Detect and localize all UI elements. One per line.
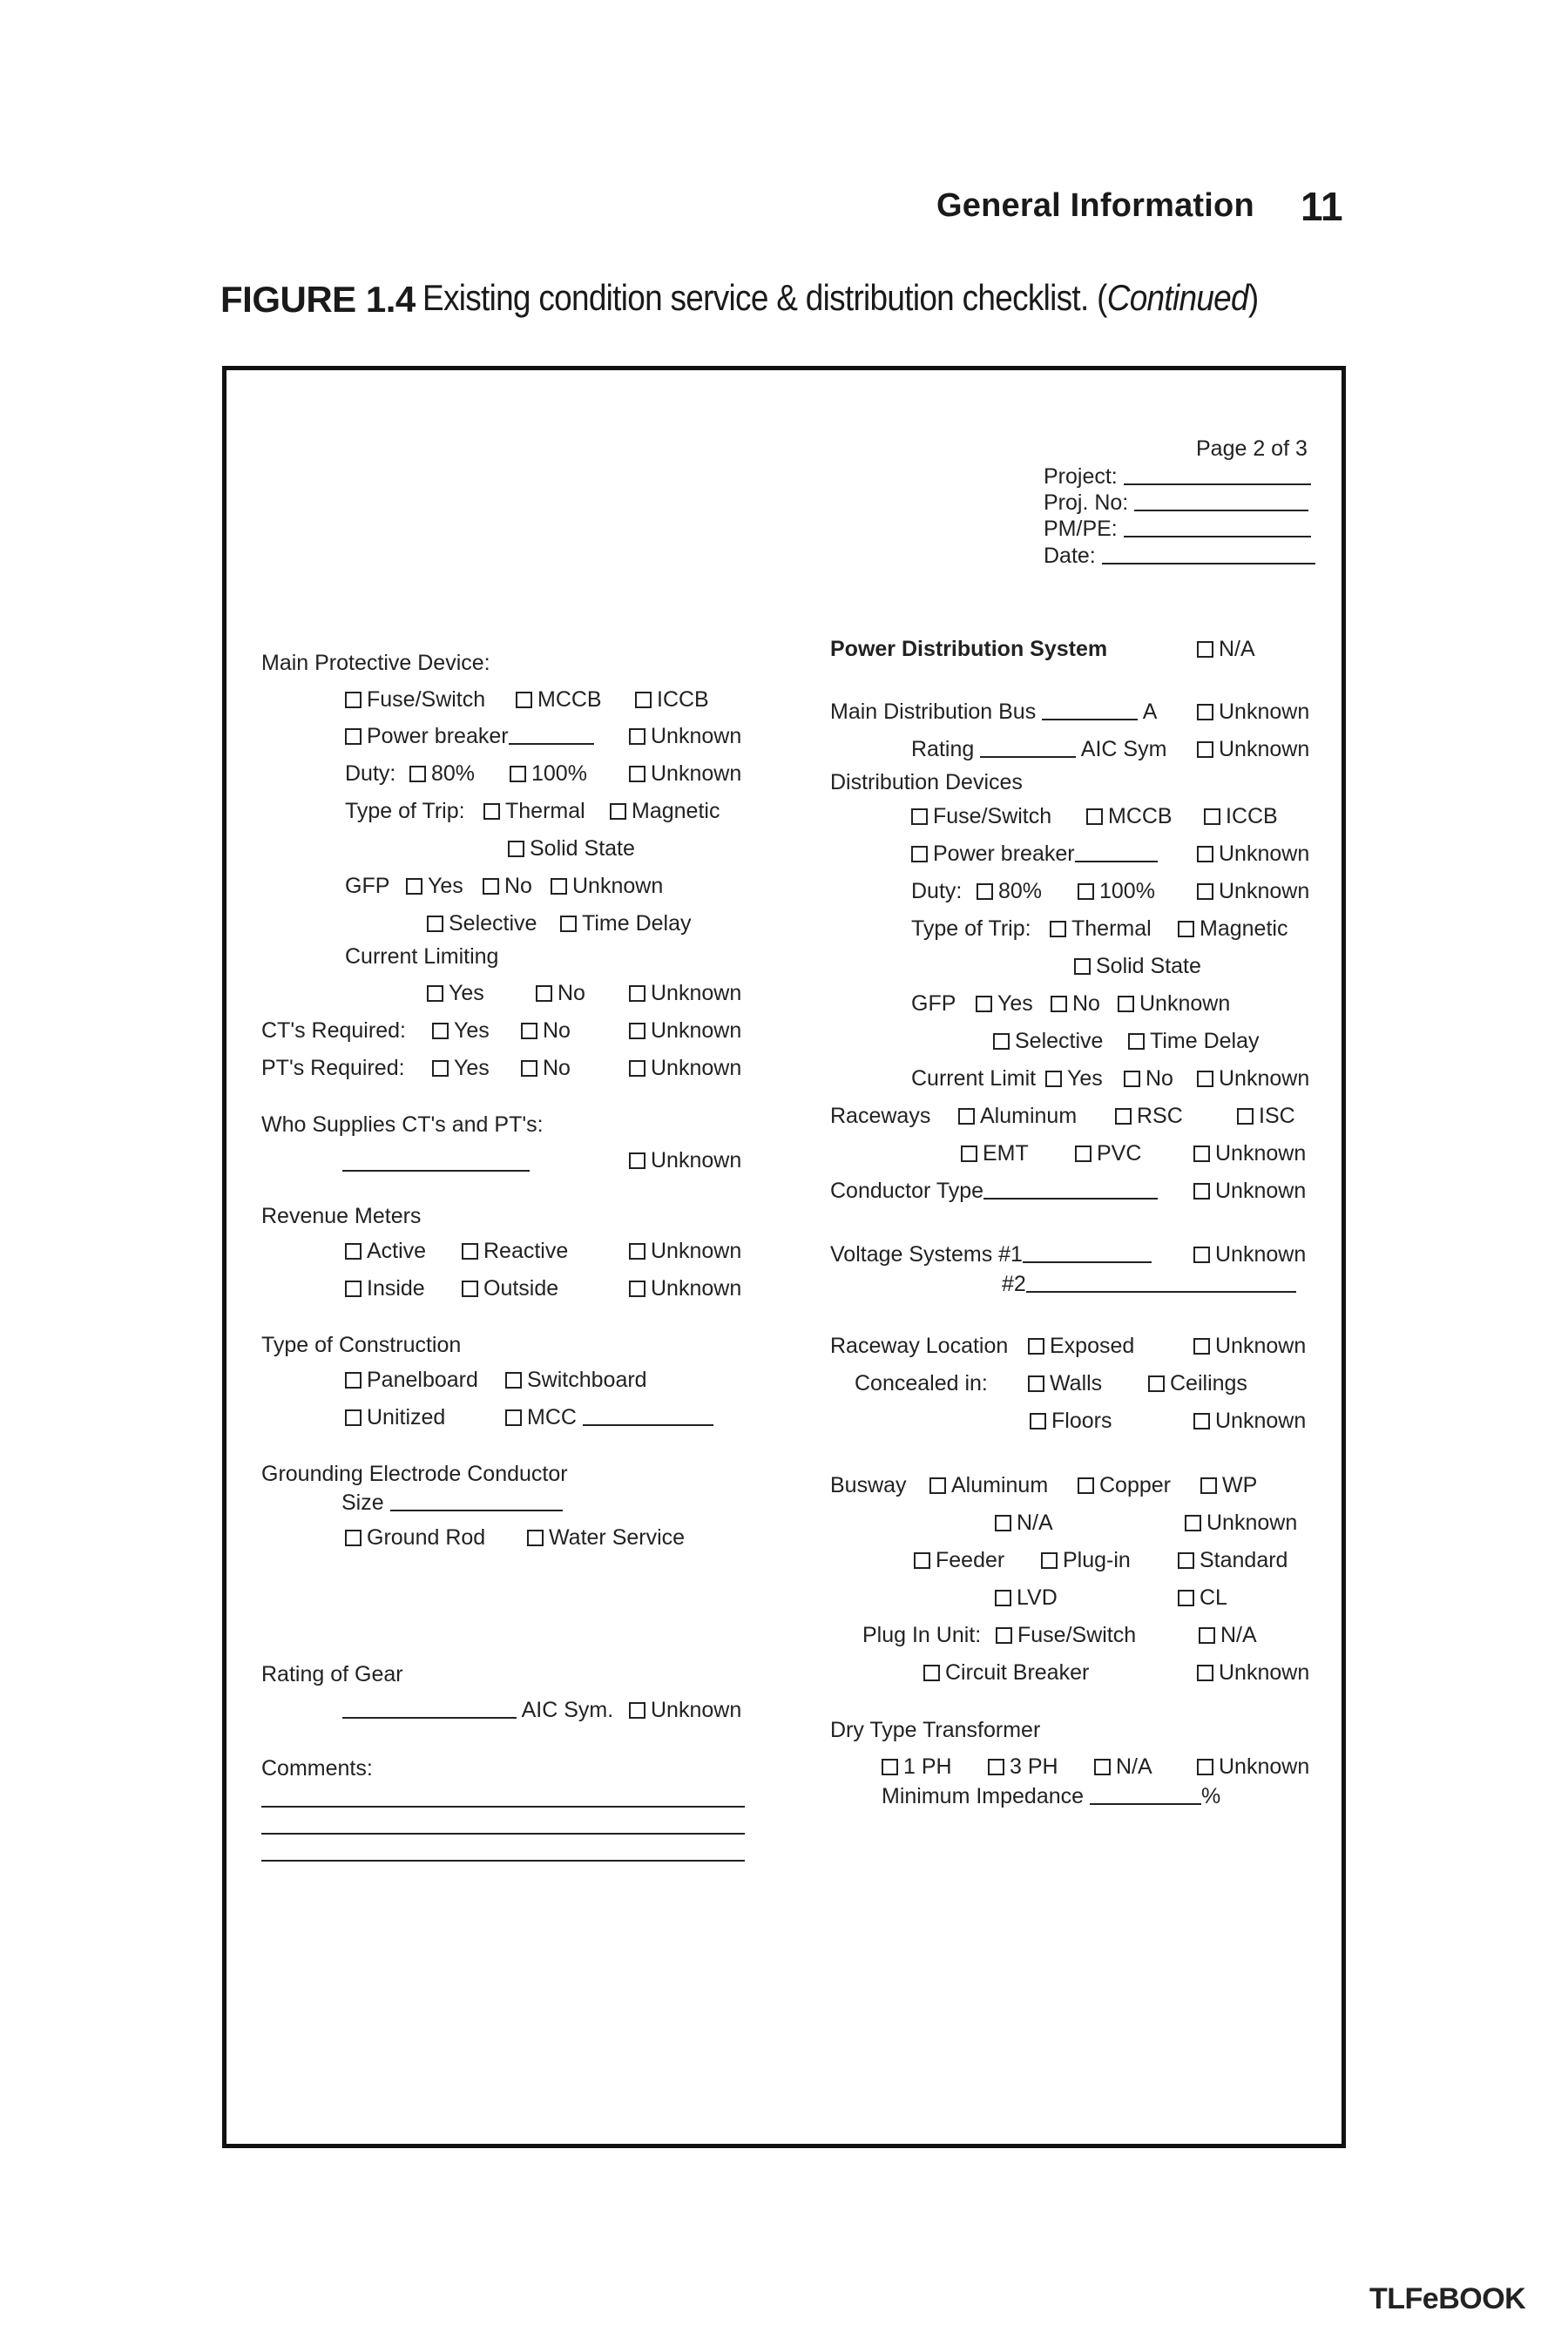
busway-feeder-option[interactable]: Feeder: [914, 1547, 1004, 1573]
busway-lvd-option[interactable]: LVD: [995, 1585, 1058, 1611]
dd-gfp-yes-option[interactable]: Yes: [976, 990, 1033, 1017]
current-limiting-unknown-option[interactable]: Unknown: [629, 980, 741, 1006]
project-field[interactable]: Project:: [1044, 463, 1311, 490]
raceways-pvc-option[interactable]: PVC: [1075, 1140, 1141, 1166]
mpd-duty-100-option[interactable]: 100%: [510, 760, 587, 787]
rm-outside-option[interactable]: Outside: [462, 1275, 558, 1301]
raceways-unknown-option[interactable]: Unknown: [1193, 1140, 1306, 1166]
dd-gfp-no-option[interactable]: No: [1051, 990, 1100, 1017]
dd-fuse-switch-option[interactable]: Fuse/Switch: [911, 803, 1051, 829]
mpd-duty-80-option[interactable]: 80%: [409, 760, 475, 787]
dry-type-transformer-label: Dry Type Transformer: [830, 1718, 1041, 1742]
piu-unknown-option[interactable]: Unknown: [1197, 1659, 1309, 1686]
toc-panelboard-option[interactable]: Panelboard: [345, 1367, 478, 1393]
current-limit-unknown-option[interactable]: Unknown: [1197, 1065, 1309, 1092]
current-limiting-yes-option[interactable]: Yes: [427, 980, 484, 1006]
toc-mcc-option[interactable]: MCC: [505, 1404, 713, 1430]
busway-unknown-option[interactable]: Unknown: [1185, 1510, 1297, 1536]
rating-field[interactable]: Rating AIC Sym: [911, 737, 1167, 761]
dd-selective-option[interactable]: Selective: [993, 1028, 1103, 1054]
running-title: General Information: [936, 187, 1254, 224]
pts-yes-option[interactable]: Yes: [432, 1055, 490, 1081]
revenue-meters-label: Revenue Meters: [261, 1204, 422, 1228]
page-indicator: Page 2 of 3: [1196, 436, 1308, 461]
dtt-unknown-option[interactable]: Unknown: [1197, 1754, 1309, 1780]
rl-exposed-option[interactable]: Exposed: [1028, 1333, 1134, 1359]
busway-wp-option[interactable]: WP: [1200, 1472, 1257, 1498]
dtt-na-option[interactable]: N/A: [1094, 1754, 1152, 1780]
rl-floors-option[interactable]: Floors: [1030, 1408, 1112, 1434]
main-distribution-bus-field[interactable]: Main Distribution Bus A: [830, 700, 1158, 724]
mpd-iccb-option[interactable]: ICCB: [635, 686, 709, 713]
mpd-unknown-option[interactable]: Unknown: [629, 723, 741, 749]
rm-active-option[interactable]: Active: [345, 1238, 426, 1264]
dd-gfp-label: GFP: [911, 991, 956, 1016]
dd-time-delay-option[interactable]: Time Delay: [1128, 1028, 1260, 1054]
raceways-aluminum-option[interactable]: Aluminum: [958, 1103, 1077, 1129]
proj-no-field[interactable]: Proj. No:: [1044, 490, 1308, 516]
who-supplies-unknown-option[interactable]: Unknown: [629, 1147, 741, 1173]
busway-na-option[interactable]: N/A: [995, 1510, 1053, 1536]
pds-na-option[interactable]: N/A: [1197, 636, 1255, 662]
piu-circuit-breaker-option[interactable]: Circuit Breaker: [923, 1659, 1089, 1686]
pts-required-label: PT's Required:: [261, 1056, 405, 1080]
piu-fuse-switch-option[interactable]: Fuse/Switch: [996, 1622, 1136, 1648]
concealed-in-label: Concealed in:: [855, 1371, 988, 1396]
cts-required-label: CT's Required:: [261, 1018, 406, 1043]
rating-of-gear-field[interactable]: AIC Sym.: [342, 1697, 613, 1723]
busway-cl-option[interactable]: CL: [1178, 1585, 1227, 1611]
dd-solid-state-option[interactable]: Solid State: [1074, 953, 1201, 979]
mpd-power-breaker-option[interactable]: Power breaker: [345, 723, 594, 749]
mpd-gfp-unknown-option[interactable]: Unknown: [551, 873, 663, 899]
who-supplies-blank[interactable]: [342, 1170, 530, 1172]
busway-label: Busway: [830, 1473, 907, 1497]
voltage-systems-1-field[interactable]: Voltage Systems #1: [830, 1241, 1152, 1267]
pts-no-option[interactable]: No: [521, 1055, 571, 1081]
dd-mccb-option[interactable]: MCCB: [1086, 803, 1173, 829]
figure-label: FIGURE 1.4: [220, 279, 416, 320]
dd-duty-label: Duty:: [911, 879, 963, 903]
dd-power-breaker-option[interactable]: Power breaker: [911, 841, 1158, 867]
rl-unknown-option-2[interactable]: Unknown: [1193, 1408, 1306, 1434]
raceway-location-label: Raceway Location: [830, 1334, 1009, 1358]
comments-line-2[interactable]: [261, 1833, 745, 1835]
dd-unknown-option[interactable]: Unknown: [1197, 841, 1309, 867]
mpd-mccb-option[interactable]: MCCB: [516, 686, 602, 713]
dd-magnetic-option[interactable]: Magnetic: [1178, 916, 1288, 942]
mpd-selective-option[interactable]: Selective: [427, 910, 537, 936]
mpd-duty-label: Duty:: [345, 761, 396, 786]
current-limit-label: Current Limit: [911, 1066, 1037, 1091]
mpd-gfp-no-option[interactable]: No: [483, 873, 532, 899]
mpd-trip-label: Type of Trip:: [345, 799, 465, 823]
rl-ceilings-option[interactable]: Ceilings: [1148, 1370, 1247, 1396]
rating-of-gear-label: Rating of Gear: [261, 1662, 403, 1686]
figure-caption: Existing condition service & distribution checklist. (Continued): [422, 277, 1259, 318]
pts-unknown-option[interactable]: Unknown: [629, 1055, 741, 1081]
tlfebook-watermark: TLFeBOOK: [1369, 2282, 1526, 2315]
toc-switchboard-option[interactable]: Switchboard: [505, 1367, 647, 1393]
mpd-duty-unknown-option[interactable]: Unknown: [629, 760, 741, 787]
mpd-thermal-option[interactable]: Thermal: [483, 798, 585, 824]
raceways-label: Raceways: [830, 1104, 931, 1128]
grounding-size-field[interactable]: Size: [341, 1490, 563, 1516]
who-supplies-label: Who Supplies CT's and PT's:: [261, 1112, 544, 1137]
dd-thermal-option[interactable]: Thermal: [1050, 916, 1152, 942]
mpd-solid-state-option[interactable]: Solid State: [508, 835, 635, 862]
dd-duty-80-option[interactable]: 80%: [977, 878, 1042, 904]
rating-unknown-option[interactable]: Unknown: [1197, 736, 1309, 762]
rm-unknown-option-1[interactable]: Unknown: [629, 1238, 741, 1264]
dd-duty-100-option[interactable]: 100%: [1078, 878, 1155, 904]
grounding-label: Grounding Electrode Conductor: [261, 1462, 568, 1486]
cts-yes-option[interactable]: Yes: [432, 1017, 490, 1044]
cts-unknown-option[interactable]: Unknown: [629, 1017, 741, 1044]
comments-line-1[interactable]: [261, 1806, 745, 1808]
type-of-construction-label: Type of Construction: [261, 1333, 462, 1357]
ground-rod-option[interactable]: Ground Rod: [345, 1524, 485, 1551]
date-field[interactable]: Date:: [1044, 543, 1315, 569]
voltage-systems-unknown-option[interactable]: Unknown: [1193, 1241, 1306, 1267]
mpd-time-delay-option[interactable]: Time Delay: [560, 910, 692, 936]
current-limit-no-option[interactable]: No: [1124, 1065, 1173, 1092]
piu-na-option[interactable]: N/A: [1199, 1622, 1257, 1648]
mpd-fuse-switch-option[interactable]: Fuse/Switch: [345, 686, 485, 713]
busway-plug-in-option[interactable]: Plug-in: [1041, 1547, 1131, 1573]
current-limiting-no-option[interactable]: No: [536, 980, 585, 1006]
rm-inside-option[interactable]: Inside: [345, 1275, 425, 1301]
conductor-type-unknown-option[interactable]: Unknown: [1193, 1178, 1306, 1204]
raceways-isc-option[interactable]: ISC: [1237, 1103, 1295, 1129]
mpd-gfp-yes-option[interactable]: Yes: [406, 873, 463, 899]
plug-in-unit-label: Plug In Unit:: [862, 1623, 982, 1647]
comments-label: Comments:: [261, 1756, 373, 1781]
mpd-gfp-label: GFP: [345, 874, 390, 898]
cts-no-option[interactable]: No: [521, 1017, 571, 1044]
raceways-emt-option[interactable]: EMT: [961, 1140, 1029, 1166]
dd-gfp-unknown-option[interactable]: Unknown: [1118, 990, 1230, 1017]
rating-of-gear-unknown-option[interactable]: Unknown: [629, 1697, 741, 1723]
mdb-unknown-option[interactable]: Unknown: [1197, 699, 1309, 725]
page-number: 11: [1301, 184, 1343, 229]
conductor-type-field[interactable]: Conductor Type: [830, 1178, 1158, 1204]
dd-trip-label: Type of Trip:: [911, 916, 1031, 941]
main-protective-device-label: Main Protective Device:: [261, 651, 490, 675]
current-limit-yes-option[interactable]: Yes: [1045, 1065, 1103, 1092]
dtt-1ph-option[interactable]: 1 PH: [882, 1754, 952, 1780]
raceways-rsc-option[interactable]: RSC: [1115, 1103, 1183, 1129]
rl-walls-option[interactable]: Walls: [1028, 1370, 1102, 1396]
dd-duty-unknown-option[interactable]: Unknown: [1197, 878, 1309, 904]
busway-aluminum-option[interactable]: Aluminum: [929, 1472, 1048, 1498]
current-limiting-label: Current Limiting: [345, 944, 499, 969]
power-distribution-system-heading: Power Distribution System: [830, 637, 1108, 661]
comments-line-3[interactable]: [261, 1860, 745, 1862]
pm-pe-field[interactable]: PM/PE:: [1044, 516, 1311, 542]
rm-unknown-option-2[interactable]: Unknown: [629, 1275, 741, 1301]
dtt-3ph-option[interactable]: 3 PH: [988, 1754, 1058, 1780]
rm-reactive-option[interactable]: Reactive: [462, 1238, 568, 1264]
voltage-systems-2-field[interactable]: #2: [1002, 1271, 1296, 1297]
dd-iccb-option[interactable]: ICCB: [1204, 803, 1278, 829]
busway-standard-option[interactable]: Standard: [1178, 1547, 1288, 1573]
busway-copper-option[interactable]: Copper: [1078, 1472, 1171, 1498]
minimum-impedance-field[interactable]: Minimum Impedance %: [882, 1784, 1221, 1808]
toc-unitized-option[interactable]: Unitized: [345, 1404, 445, 1430]
rl-unknown-option-1[interactable]: Unknown: [1193, 1333, 1306, 1359]
water-service-option[interactable]: Water Service: [527, 1524, 685, 1551]
distribution-devices-label: Distribution Devices: [830, 770, 1023, 794]
mpd-magnetic-option[interactable]: Magnetic: [610, 798, 720, 824]
